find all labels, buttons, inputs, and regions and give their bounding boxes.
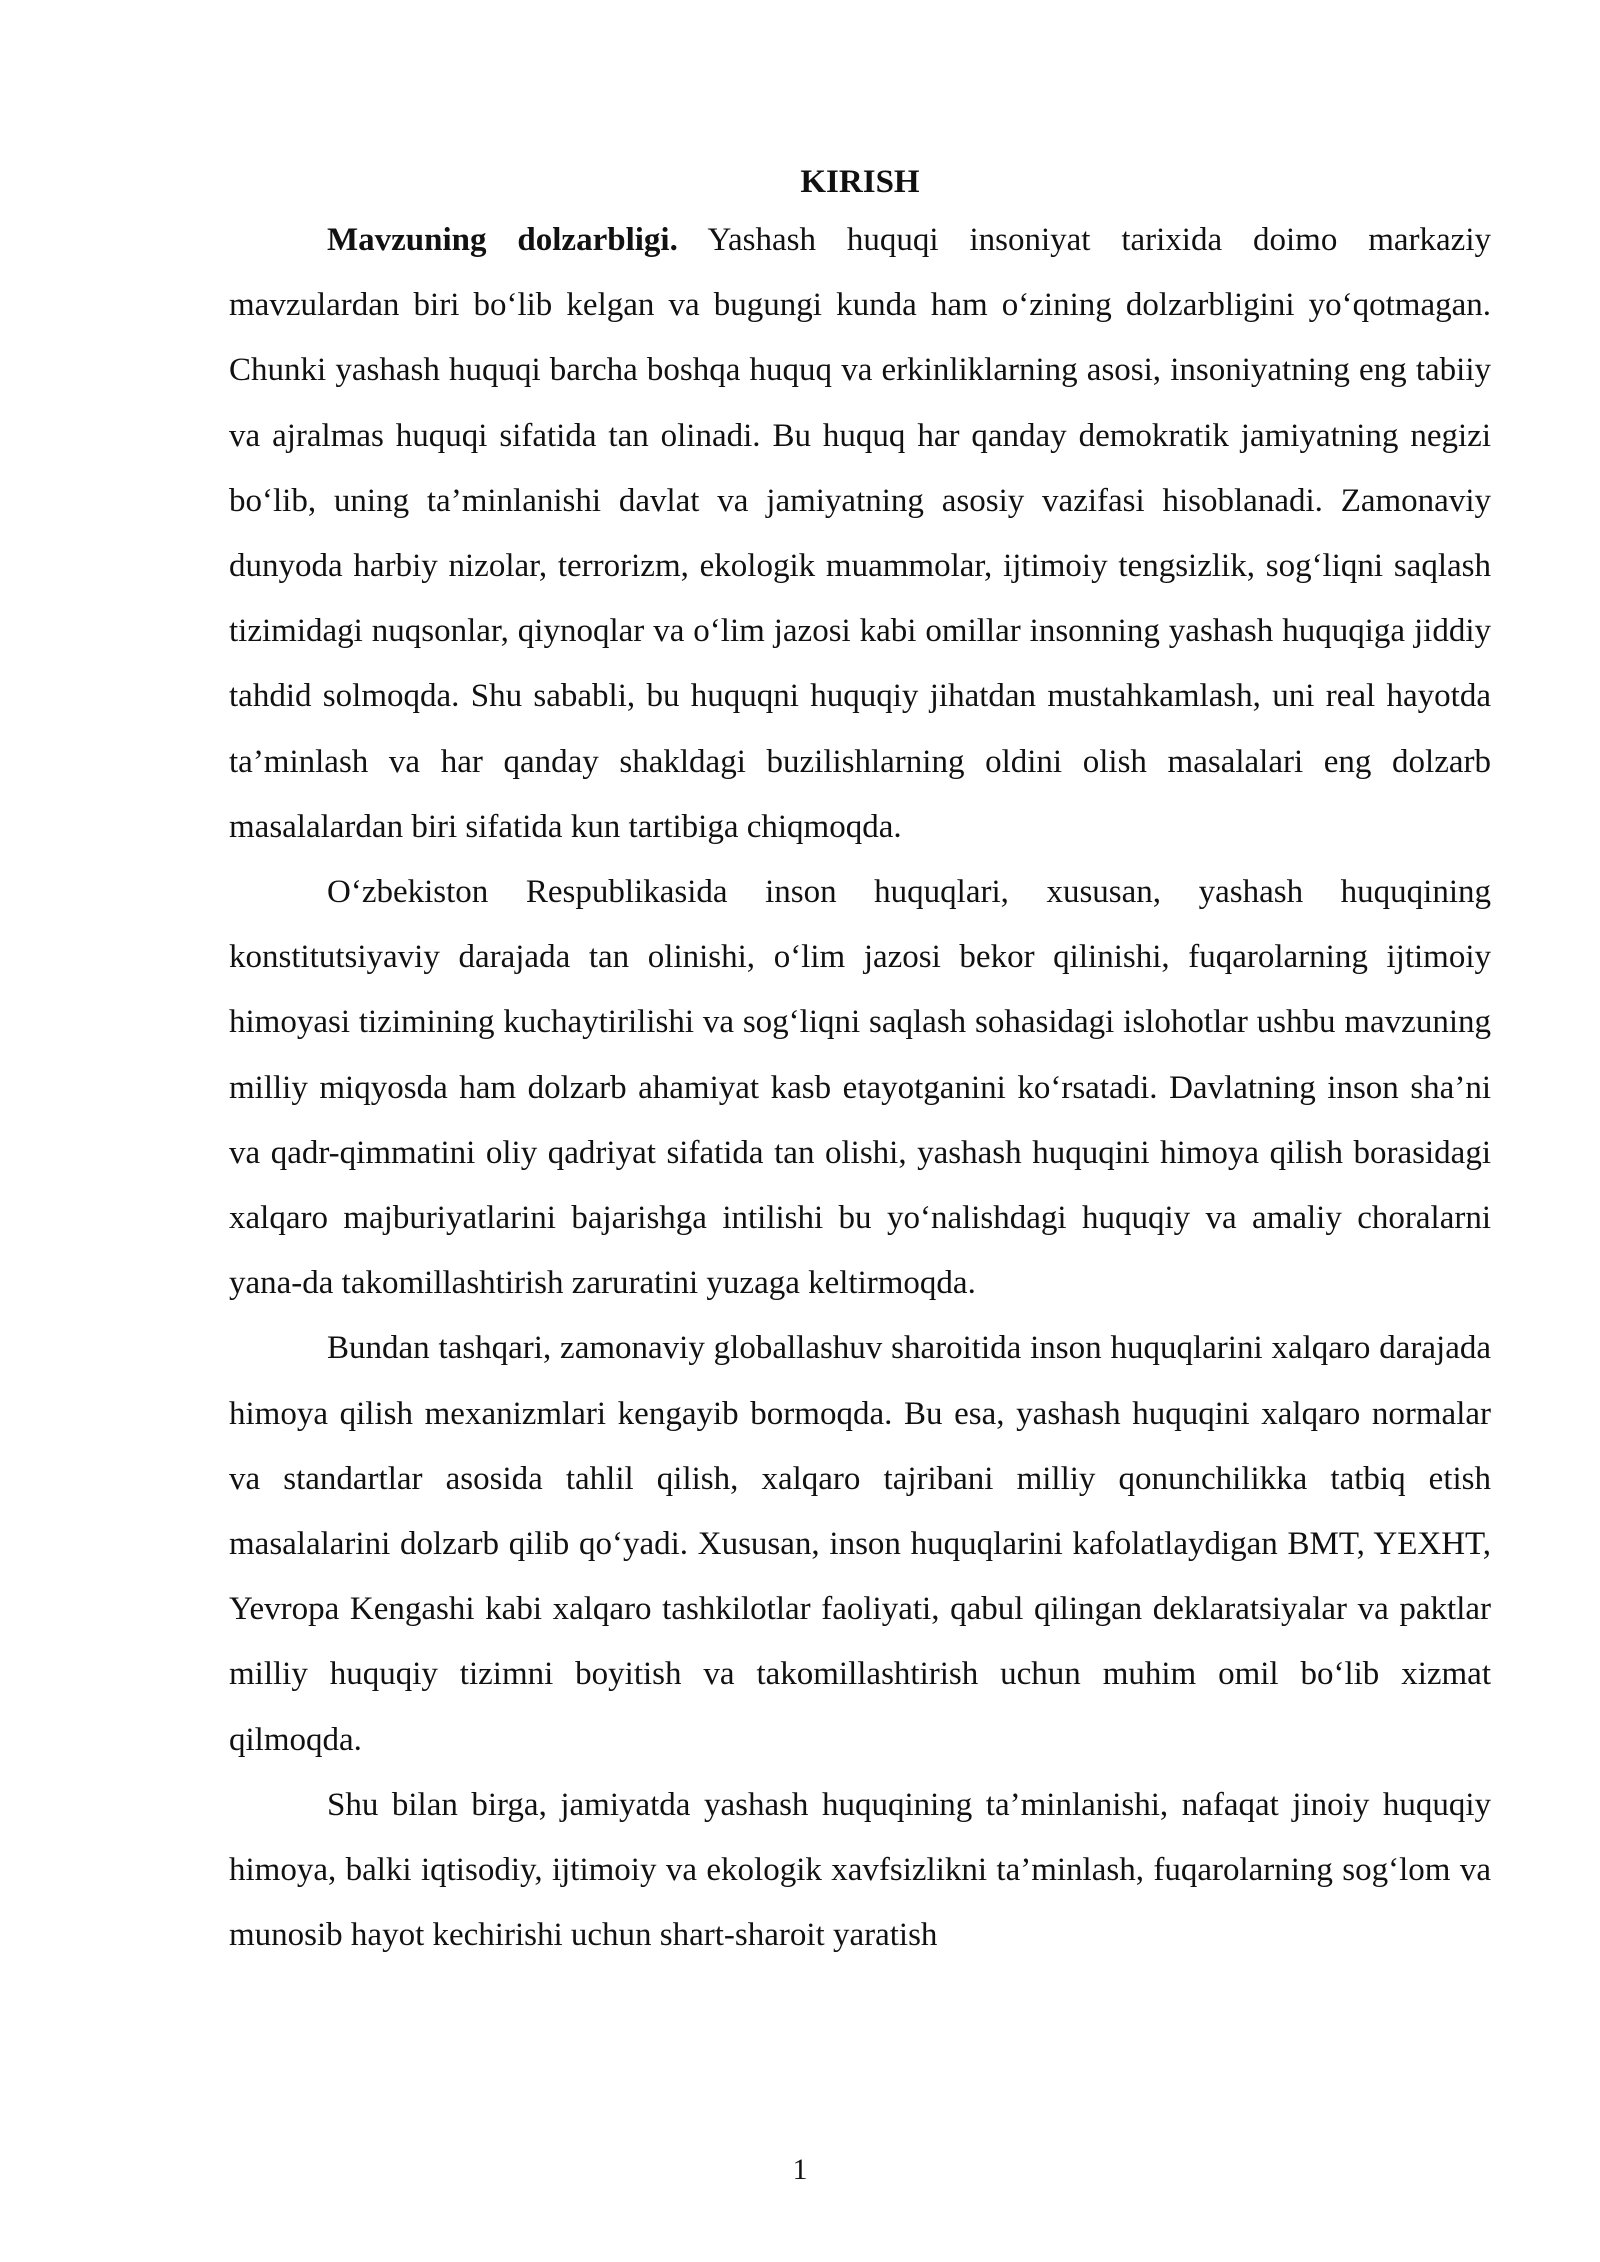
paragraph-relevance [229, 208, 1491, 860]
paragraph-globalization [229, 1316, 1491, 1772]
paragraph-society [229, 1773, 1491, 1969]
paragraph-text: Shu bilan birga, jamiyatda yashash huquqining ta’minlanishi, nafaqat jinoiy huquqiy himoya, balki iqtisodiy, ijtimoiy va ekologik xavfsizlikni ta’minlash, fuqarolarning sog‘lom va munosib hayot kechirishi uchun shart-sharoit yaratish [229, 1786, 1491, 1954]
paragraph-uzbekistan [229, 860, 1491, 1316]
document-page [229, 160, 1491, 1968]
paragraph-text: O‘zbekiston Respublikasida inson huquqlari, xususan, yashash huquqining konstitutsiyaviy darajada tan olinishi, o‘lim jazosi bekor qilinishi, fuqarolarning ijtimoiy himoyasi tizimining kuchaytirilishi va sog‘liqni saqlash sohasidagi islohotlar ushbu mavzuning milliy miqyosda ham dolzarb ahamiyat kasb etayotganini ko‘rsatadi. Davlatning inson sha’ni va qadr-qimmatini oliy qadriyat sifatida tan olishi, yashash huquqini himoya qilish borasidagi xalqaro majburiyatlarini bajarishga intilishi bu yo‘nalishdagi huquqiy va amaliy choralarni yana-da takomillashtirish zaruratini yuzaga keltirmoqda. [229, 874, 1491, 1302]
paragraph-text: Bundan tashqari, zamonaviy globallashuv sharoitida inson huquqlarini xalqaro darajada himoya qilish mexanizmlari kengayib bormoqda. Bu esa, yashash huquqini xalqaro normalar va standartlar asosida tahlil qilish, xalqaro tajribani milliy qonunchilikka tatbiq etish masalalarini dolzarb qilib qo‘yadi. Xususan, inson huquqlarini kafolatlaydigan BMT, YEXHT, Yevropa Kengashi kabi xalqaro tashkilotlar faoliyati, qabul qilingan deklaratsiyalar va paktlar milliy huquqiy tizimni boyitish va takomillashtirish uchun muhim omil bo‘lib xizmat qilmoqda. [229, 1330, 1491, 1758]
paragraph-lead: Mavzuning dolzarbligi. [327, 222, 678, 258]
section-heading: KIRISH [800, 164, 920, 200]
page-number: 1 [792, 2153, 808, 2186]
paragraph-text: Yashash huquqi insoniyat tarixida doimo markaziy mavzulardan biri bo‘lib kelgan va bugungi kunda ham o‘zining dolzarbligini yo‘qotmagan. Chunki yashash huquqi barcha boshqa huquq va erkinliklarning asosi, insoniyatning eng tabiiy va ajralmas huquqi sifatida tan olinadi. Bu huquq har qanday demokratik jamiyatning negizi bo‘lib, uning ta’minlanishi davlat va jamiyatning asosiy vazifasi hisoblanadi. Zamonaviy dunyoda harbiy nizolar, terrorizm, ekologik muammolar, ijtimoiy tengsizlik, sog‘liqni saqlash tizimidagi nuqsonlar, qiynoqlar va o‘lim jazosi kabi omillar insonning yashash huquqiga jiddiy tahdid solmoqda. Shu sababli, bu huquqni huquqiy jihatdan mustahkamlash, uni real hayotda ta’minlash va har qanday shakldagi buzilishlarning oldini olish masalalari eng dolzarb masalalardan biri sifatida kun tartibiga chiqmoqda. [229, 222, 1491, 845]
